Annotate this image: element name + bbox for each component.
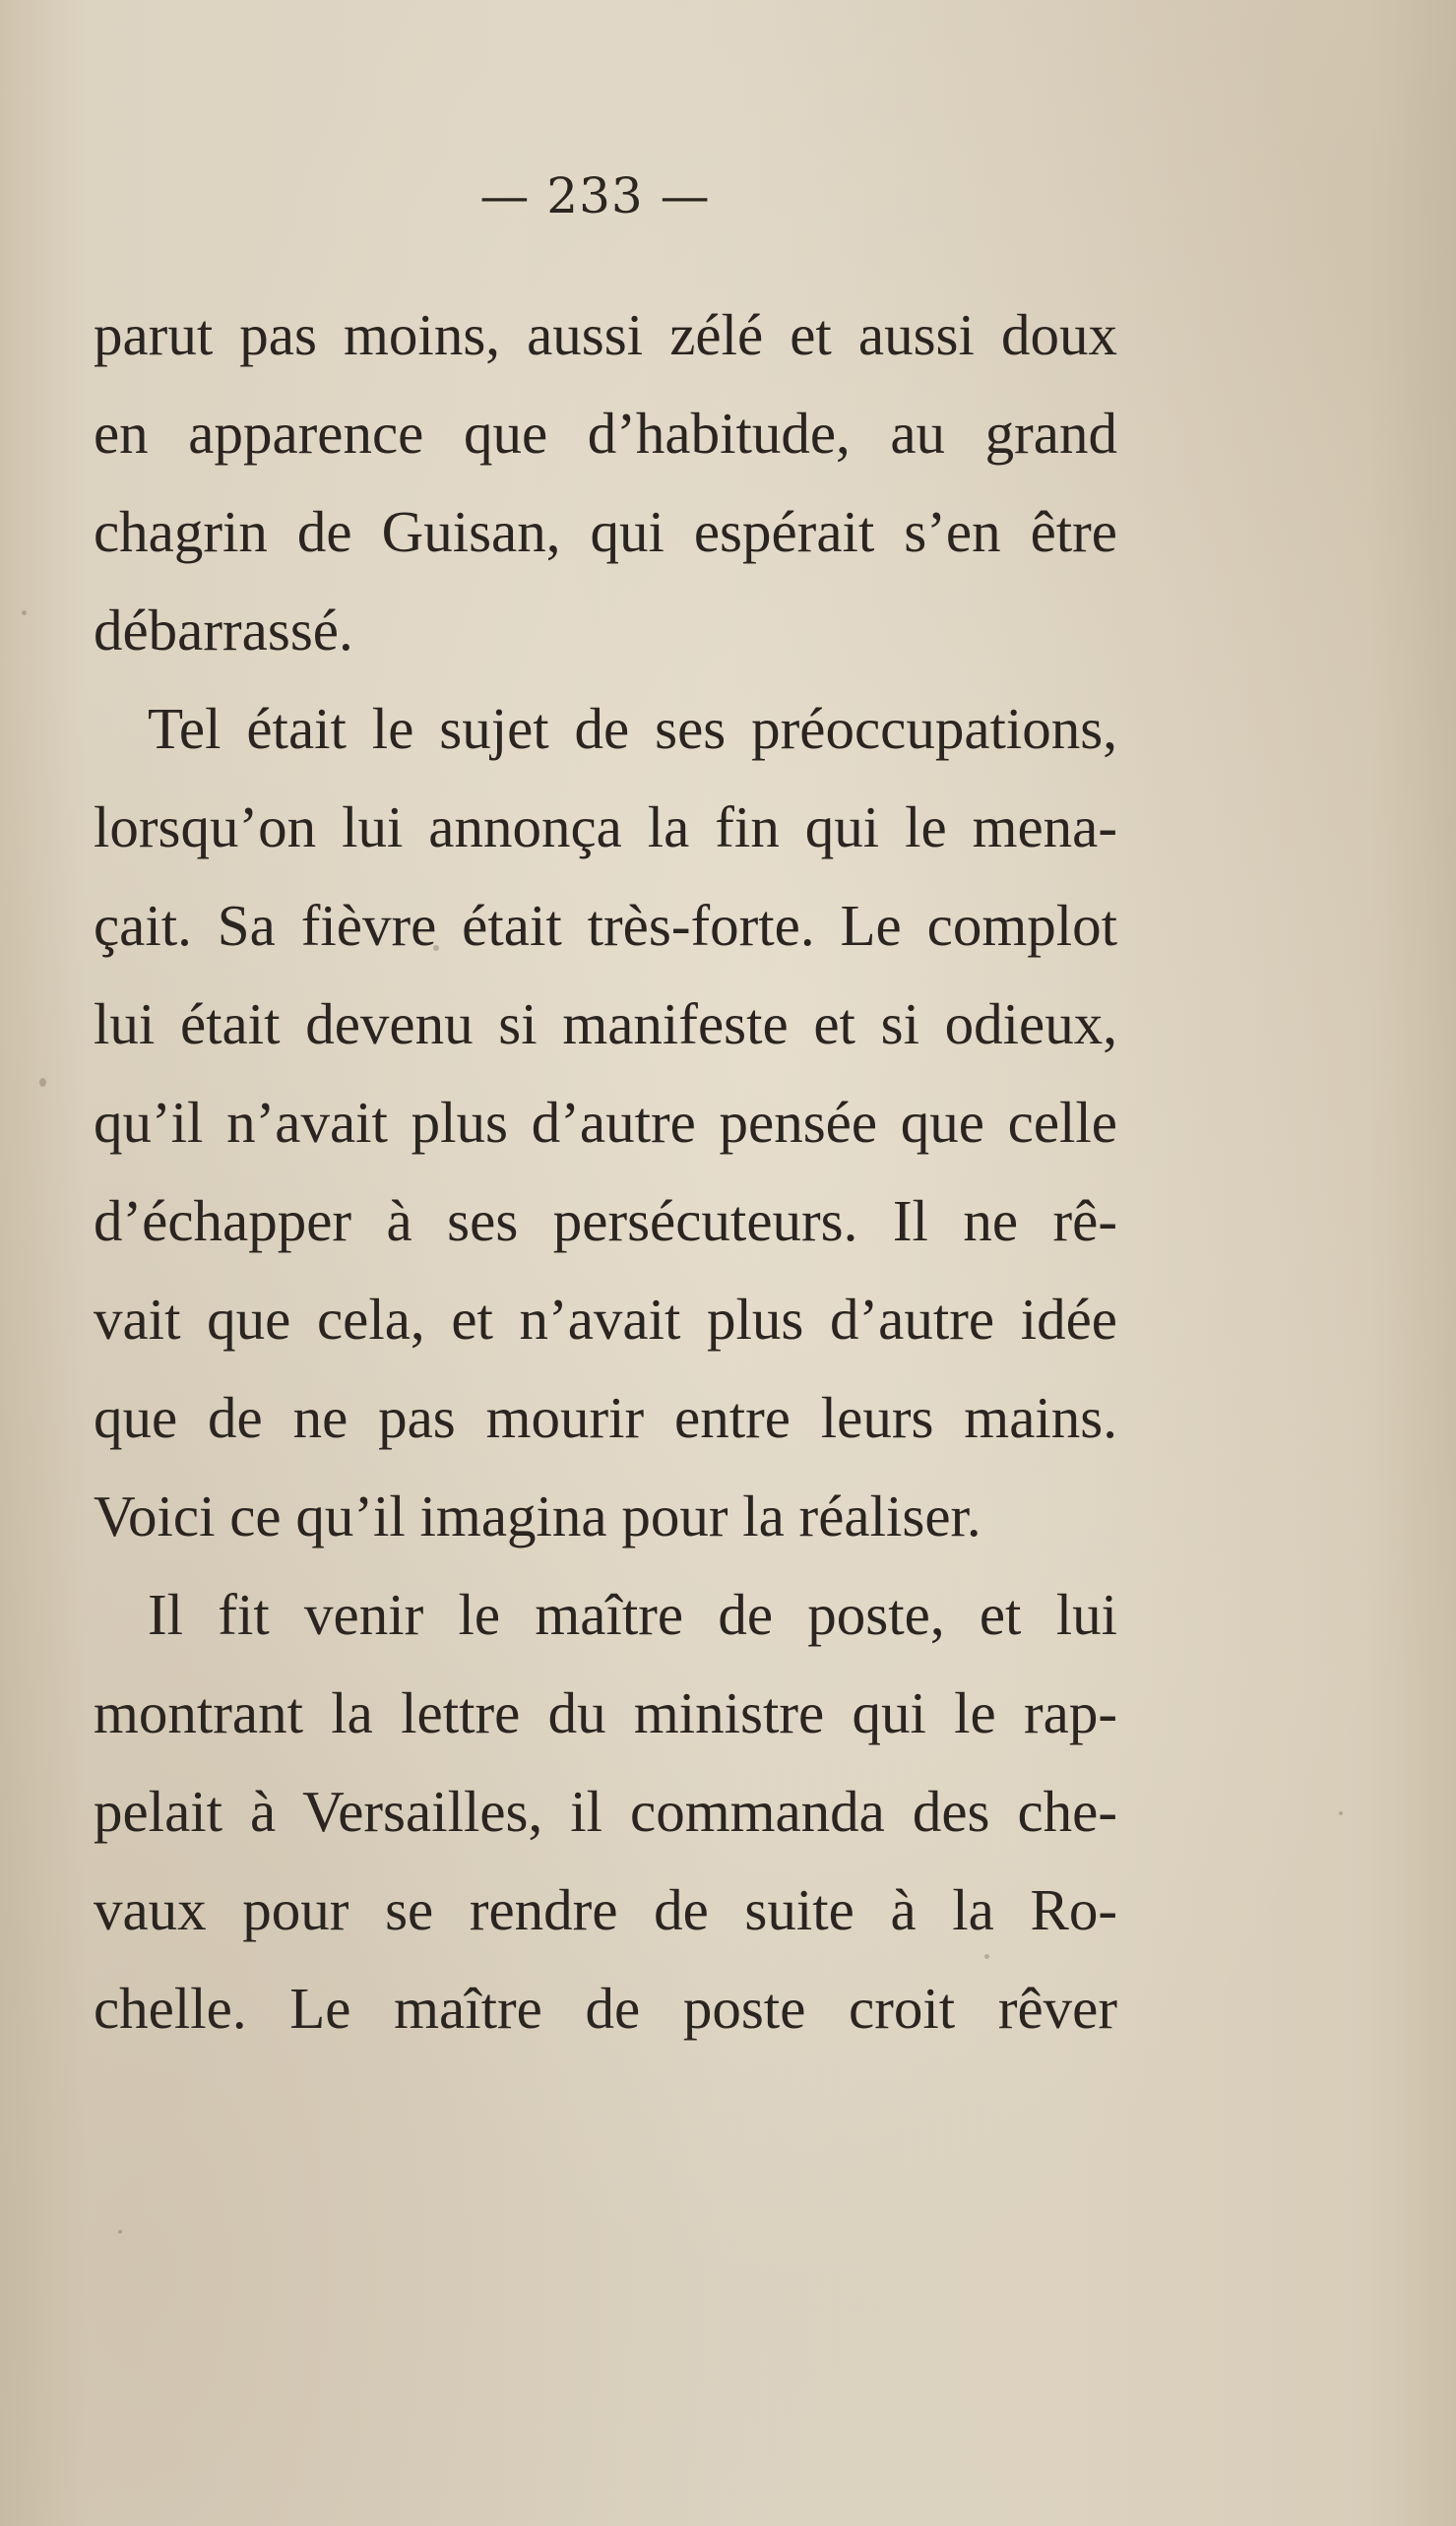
page-number: — 233 —: [479, 167, 711, 224]
text-line: montrant la lettre du ministre qui le rap-: [94, 1680, 1117, 1745]
text-line: Voici ce qu’il imagina pour la réaliser.: [94, 1484, 981, 1548]
text-line: chelle. Le maître de poste croit rêver: [94, 1976, 1117, 2041]
text-line: Il fit venir le maître de poste, et lui: [148, 1582, 1117, 1647]
text-line: en apparence que d’habitude, au grand: [94, 401, 1117, 466]
text-line: d’échapper à ses persécuteurs. Il ne rê-: [94, 1188, 1117, 1253]
text-line: vait que cela, et n’avait plus d’autre idée: [94, 1287, 1117, 1352]
text-line: débarrassé.: [94, 598, 353, 663]
text-line: pelait à Versailles, il commanda des che-: [94, 1779, 1117, 1844]
text-line: lorsqu’on lui annonça la fin qui le mena-: [94, 794, 1117, 859]
text-line: çait. Sa fièvre était très-forte. Le complot: [94, 893, 1117, 958]
page-text: [94, 285, 1117, 2057]
text-line: que de ne pas mourir entre leurs mains.: [94, 1385, 1117, 1450]
text-line: lui était devenu si manifeste et si odieux,: [94, 991, 1117, 1056]
text-line: Tel était le sujet de ses préoccupations,: [148, 696, 1117, 761]
text-line: chagrin de Guisan, qui espérait s’en être: [94, 499, 1117, 564]
text-line: vaux pour se rendre de suite à la Ro-: [94, 1877, 1117, 1942]
text-line: parut pas moins, aussi zélé et aussi doux: [94, 302, 1117, 367]
text-line: qu’il n’avait plus d’autre pensée que celle: [94, 1090, 1117, 1155]
